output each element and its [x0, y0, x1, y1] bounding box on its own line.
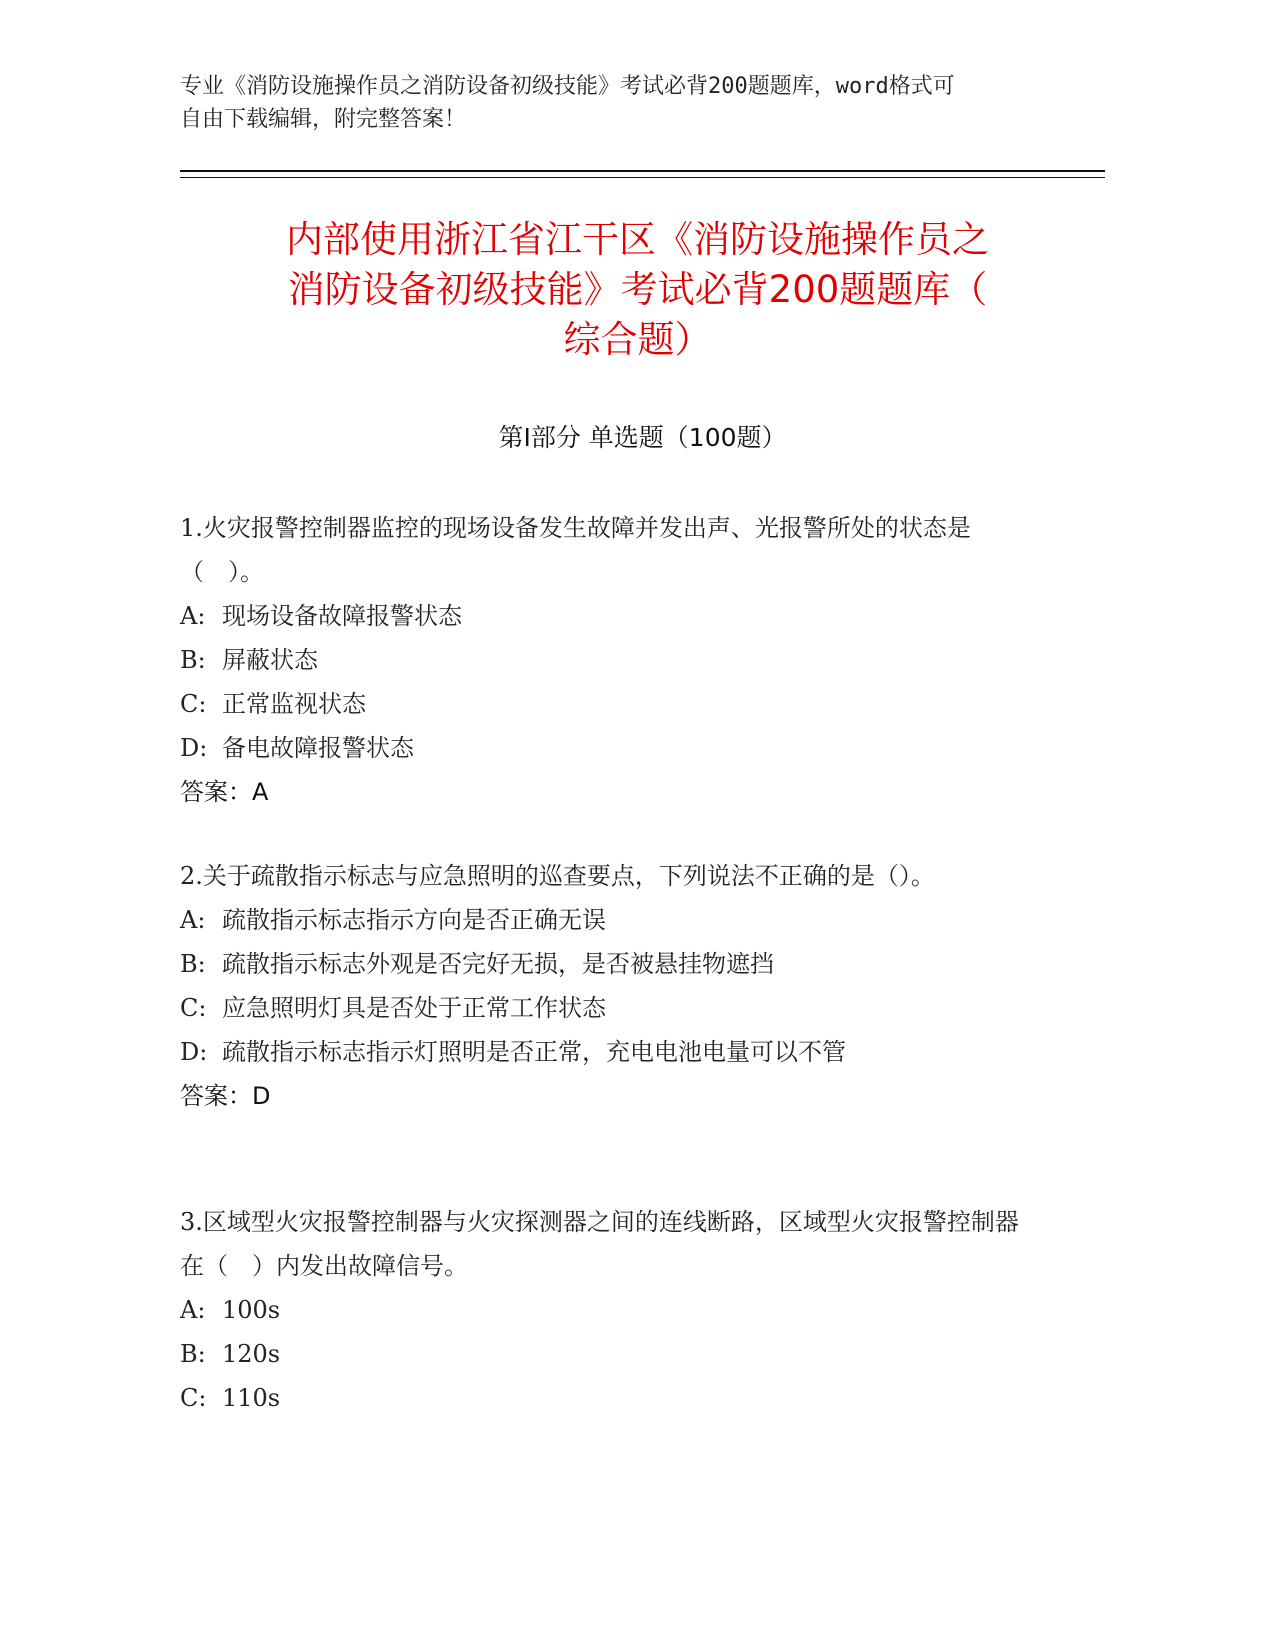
title-line-3: 综合题）	[563, 318, 712, 361]
option-text: 120s	[222, 1340, 281, 1368]
option-text: 应急照明灯具是否处于正常工作状态	[222, 994, 606, 1022]
answer: 答案：A	[180, 778, 269, 806]
option-key: D:	[180, 1038, 208, 1066]
option-key: C:	[180, 1384, 207, 1412]
header-rule-thick	[180, 170, 1105, 172]
option-a	[180, 594, 1030, 638]
option-key: C:	[180, 690, 207, 718]
option-b	[180, 1332, 1030, 1376]
document-header	[180, 70, 1040, 136]
header-line-1: 专业《消防设施操作员之消防设备初级技能》考试必背200题题库，word格式可	[180, 74, 955, 99]
option-key: B:	[180, 646, 206, 674]
option-key: D:	[180, 734, 208, 762]
option-a	[180, 1288, 1030, 1332]
option-key: A:	[180, 906, 206, 934]
document-title	[150, 215, 1125, 365]
option-c	[180, 682, 1030, 726]
option-c	[180, 986, 1030, 1030]
option-b	[180, 638, 1030, 682]
title-line-1: 内部使用浙江省江干区《消防设施操作员之	[286, 218, 989, 261]
option-text: 100s	[222, 1296, 281, 1324]
option-text: 现场设备故障报警状态	[222, 602, 462, 630]
section-title: 第I部分 单选题（100题）	[498, 423, 787, 452]
option-b	[180, 942, 1030, 986]
option-a	[180, 898, 1030, 942]
option-c	[180, 1376, 1030, 1420]
title-line-2: 消防设备初级技能》考试必背200题题库（	[287, 268, 988, 311]
option-text: 屏蔽状态	[222, 646, 318, 674]
option-d	[180, 726, 1030, 770]
option-text: 疏散指示标志指示方向是否正确无误	[222, 906, 606, 934]
option-d	[180, 1030, 1030, 1074]
option-text: 疏散指示标志指示灯照明是否正常，充电电池电量可以不管	[222, 1038, 846, 1066]
header-line-2: 自由下载编辑，附完整答案！	[180, 107, 467, 132]
question-3	[180, 1200, 1030, 1420]
answer: 答案：D	[180, 1082, 271, 1110]
option-key: A:	[180, 1296, 206, 1324]
question-stem: 1.火灾报警控制器监控的现场设备发生故障并发出声、光报警所处的状态是（ ）。	[180, 514, 971, 586]
question-stem: 3.区域型火灾报警控制器与火灾探测器之间的连线断路，区域型火灾报警控制器在（ ）内发出故障信号。	[180, 1208, 1019, 1280]
option-key: B:	[180, 1340, 206, 1368]
question-2	[180, 854, 1030, 1118]
option-key: A:	[180, 602, 206, 630]
option-text: 疏散指示标志外观是否完好无损，是否被悬挂物遮挡	[222, 950, 774, 978]
option-text: 正常监视状态	[222, 690, 366, 718]
question-1	[180, 506, 1030, 814]
option-text: 备电故障报警状态	[222, 734, 414, 762]
option-key: B:	[180, 950, 206, 978]
header-rule-thin	[180, 177, 1105, 178]
option-key: C:	[180, 994, 207, 1022]
question-stem: 2.关于疏散指示标志与应急照明的巡查要点，下列说法不正确的是（）。	[180, 862, 935, 890]
option-text: 110s	[222, 1384, 281, 1412]
